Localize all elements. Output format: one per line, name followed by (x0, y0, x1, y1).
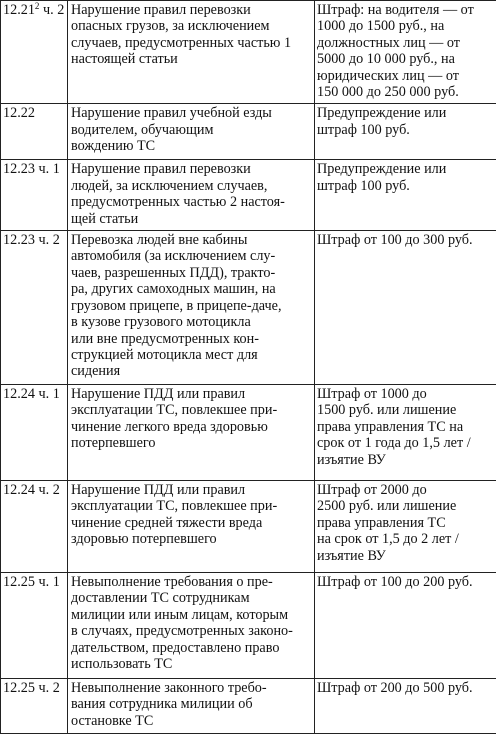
article-cell: 12.24 ч. 2 (1, 481, 68, 573)
penalty-cell: Штраф от 2000 до 2500 руб. или лишение права управления ТС на срок от 1,5 до 2 лет / изъятие ВУ (315, 481, 496, 573)
penalty-cell: Штраф от 100 до 200 руб. (315, 573, 496, 679)
article-cell (1, 1, 68, 104)
violation-cell: Нарушение правил перевозки людей, за исключением случаев, предусмотренных частью 2 настоя- щей статьи (68, 160, 315, 231)
article-superscript: 2 (35, 1, 40, 11)
penalty-cell: Штраф от 100 до 300 руб. (315, 231, 496, 385)
table-row (1, 385, 496, 481)
violation-cell: Невыполнение требования о пре- доставлении ТС сотрудникам милиции или иным лицам, которым в случаях, предусмотренных законо- дательством, предоставлено право использовать ТС (68, 573, 315, 679)
violation-cell: Перевозка людей вне кабины автомобиля (за исключением слу- чаев, разрешенных ПДД), тракто- ра, других самоходных машин, на грузовом прицепе, в прицепе-даче, в кузове грузового мотоцикла или вне предусмотренных кон- струкцией мотоцикла мест для сидения (68, 231, 315, 385)
article-cell: 12.23 ч. 1 (1, 160, 68, 231)
table-row (1, 1, 496, 104)
article-number: 12.21 (3, 2, 35, 18)
article-part: ч. 2 (39, 2, 64, 18)
article-cell: 12.25 ч. 1 (1, 573, 68, 679)
violation-cell: Невыполнение законного требо- вания сотрудника милиции об остановке ТС (68, 679, 315, 734)
penalty-cell: Штраф от 1000 до 1500 руб. или лишение права управления ТС на срок от 1 года до 1,5 лет / изъятие ВУ (315, 385, 496, 481)
violation-cell: Нарушение ПДД или правил эксплуатации ТС, повлекшее при- чинение легкого вреда здоровью потерпевшего (68, 385, 315, 481)
table-row (1, 160, 496, 231)
table-row (1, 679, 496, 734)
violation-cell: Нарушение правил учебной езды водителем, обучающим вождению ТС (68, 104, 315, 160)
article-cell: 12.24 ч. 1 (1, 385, 68, 481)
penalty-cell: Предупреждение или штраф 100 руб. (315, 104, 496, 160)
table-row (1, 573, 496, 679)
table-row (1, 231, 496, 385)
penalty-cell: Штраф от 200 до 500 руб. (315, 679, 496, 734)
violation-cell: Нарушение правил перевозки опасных грузов, за исключением случаев, предусмотренных частью 1 настоящей статьи (68, 1, 315, 104)
article-cell: 12.23 ч. 2 (1, 231, 68, 385)
penalty-cell: Предупреждение или штраф 100 руб. (315, 160, 496, 231)
article-cell: 12.25 ч. 2 (1, 679, 68, 734)
penalty-cell: Штраф: на водителя — от 1000 до 1500 руб., на должностных лиц — от 5000 до 10 000 руб., на юридических лиц — от 150 000 до 250 000 руб. (315, 1, 496, 104)
article-cell: 12.22 (1, 104, 68, 160)
table-row (1, 104, 496, 160)
table-row (1, 481, 496, 573)
violation-cell: Нарушение ПДД или правил эксплуатации ТС, повлекшее при- чинение средней тяжести вреда здоровью потерпевшего (68, 481, 315, 573)
